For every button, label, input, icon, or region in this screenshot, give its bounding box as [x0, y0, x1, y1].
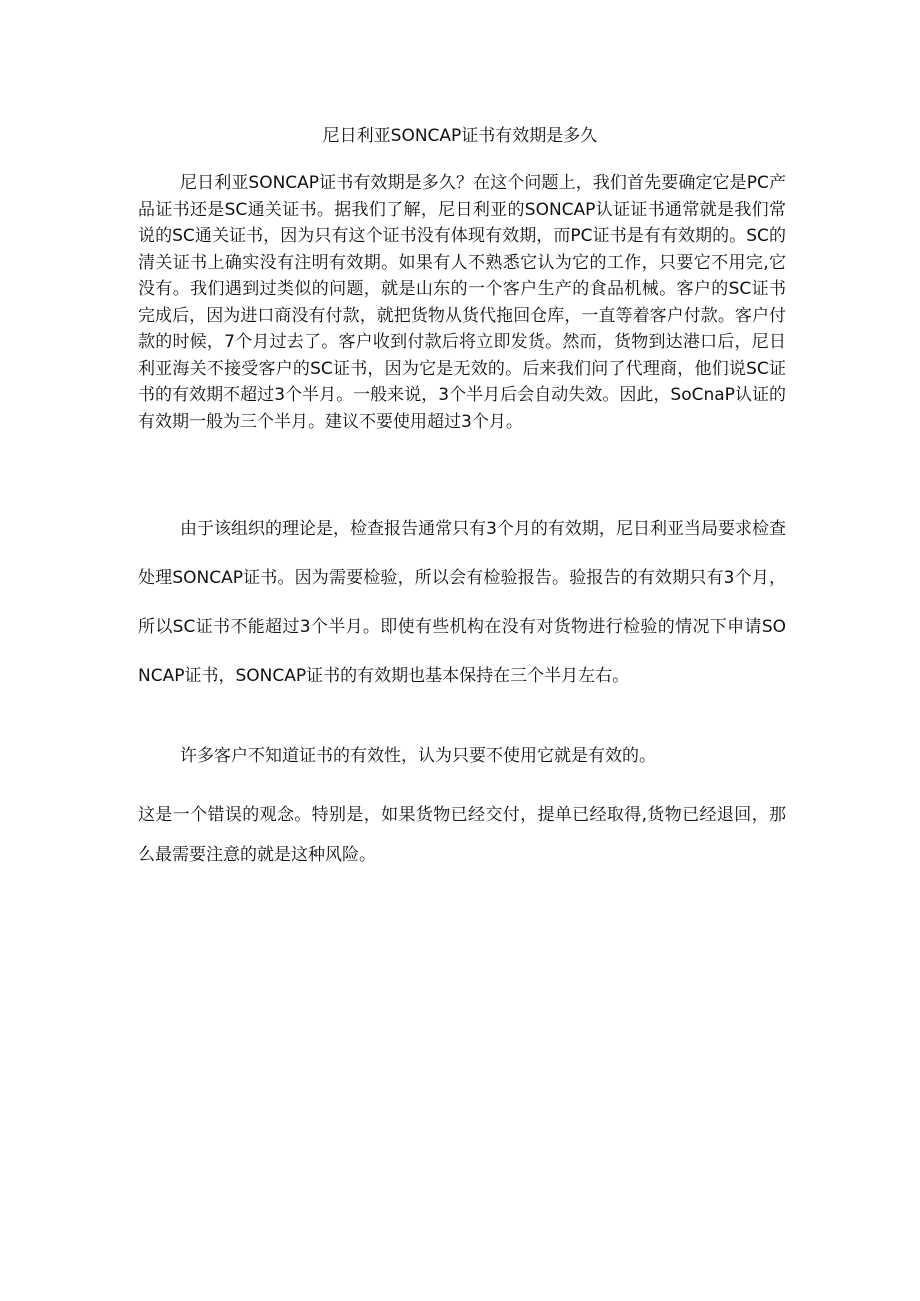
paragraph-customer-misconception: 许多客户不知道证书的有效性，认为只要不使用它就是有效的。: [180, 746, 656, 766]
document-title: 尼日利亚SONCAP证书有效期是多久: [322, 126, 598, 146]
paragraph-risk-warning: 这是一个错误的观念。特别是，如果货物已经交付，提单已经取得,货物已经退回，那么最需要注意的就是这种风险。: [138, 805, 786, 865]
paragraph-inspection-report: 由于该组织的理论是，检查报告通常只有3个月的有效期，尼日利亚当局要求检查处理SONCAP证书。因为需要检验，所以会有检验报告。验报告的有效期只有3个月，所以SC证书不能超过3个半月。即使有些机构在没有对货物进行检验的情况下申请SONCAP证书，SONCAP证书的有效期也基本保持在三个半月左右。: [138, 519, 786, 686]
paragraph-validity-intro: 尼日利亚SONCAP证书有效期是多久？在这个问题上，我们首先要确定它是PC产品证书还是SC通关证书。据我们了解，尼日利亚的SONCAP认证证书通常就是我们常说的SC通关证书，因为只有这个证书没有体现有效期，而PC证书是有有效期的。SC的清关证书上确实没有注明有效期。如果有人不熟悉它认为它的工作，只要它不用完,它没有。我们遇到过类似的问题，就是山东的一个客户生产的食品机械。客户的SC证书完成后，因为进口商没有付款，就把货物从货代拖回仓库，一直等着客户付款。客户付款的时候，7个月过去了。客户收到付款后将立即发货。然而，货物到达港口后，尼日利亚海关不接受客户的SC证书，因为它是无效的。后来我们问了代理商，他们说SC证书的有效期不超过3个半月。一般来说，3个半月后会自动失效。因此，SoCnaP认证的有效期一般为三个半月。建议不要使用超过3个月。: [138, 173, 786, 432]
